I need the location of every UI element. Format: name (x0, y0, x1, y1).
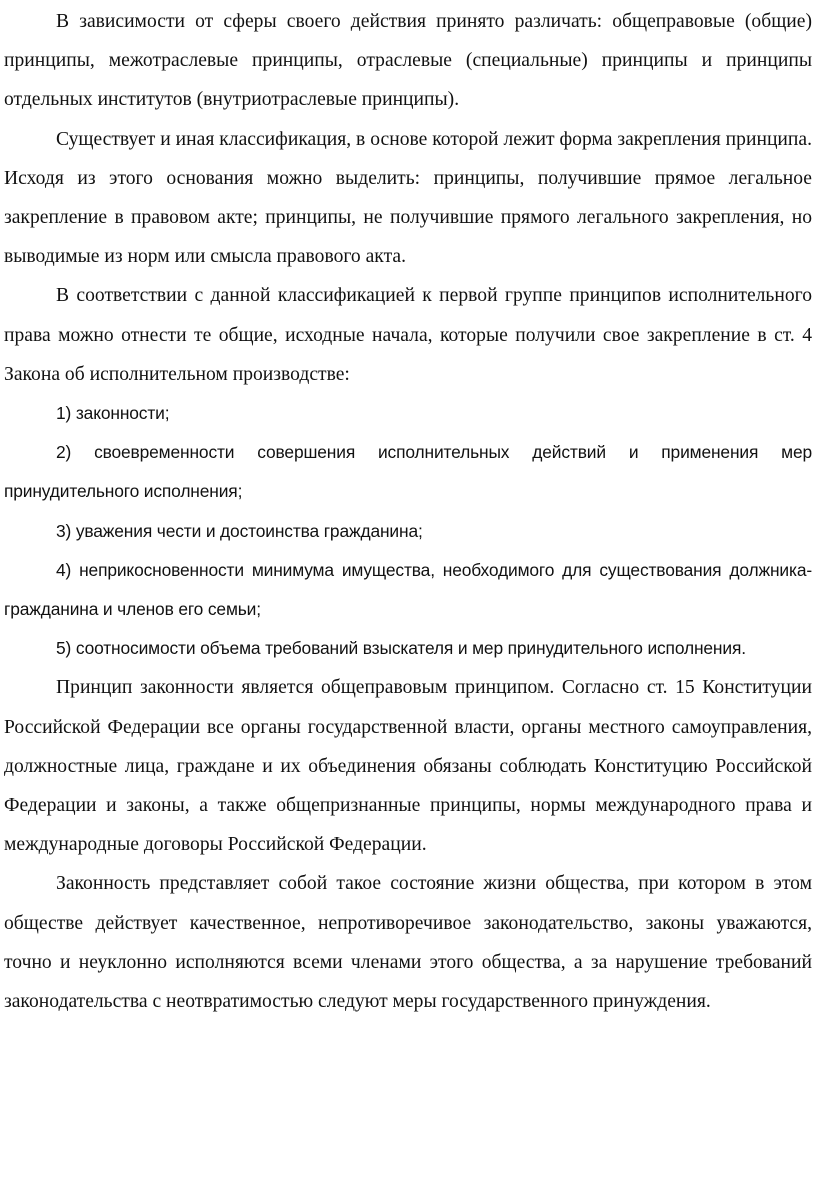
list-item-4: 4) неприкосновенности минимума имущества, необходимого для существования должника-гражданина и членов его семьи; (4, 559, 812, 620)
list-item-3: 3) уважения чести и достоинства гражданина; (56, 520, 423, 541)
list-item-5: 5) соотносимости объема требований взыскателя и мер принудительного исполнения. (56, 638, 746, 659)
paragraph-classification-by-form: Существует и иная классификация, в основе которой лежит форма закрепления принципа. Исходя из этого основания можно выделить: принципы, получившие прямое легальное закрепление в правовом акте; принципы, не получившие прямого легального закрепления, но выводимые из норм или смысла правового акта. (4, 128, 812, 268)
list-item-2: 2) своевременности совершения исполнительных действий и применения мер принудительного исполнения; (4, 442, 812, 502)
paragraph-legality-definition: Законность представляет собой такое состояние жизни общества, при котором в этом обществе действует качественное, непротиворечивое законодательство, законы уважаются, точно и неуклонно исполняются всеми членами этого общества, а за нарушение требований законодательства с неотвратимостью следуют меры государственного принуждения. (4, 873, 812, 1013)
paragraph-first-group: В соответствии с данной классификацией к первой группе принципов исполнительного права можно отнести те общие, исходные начала, которые получили свое закрепление в ст. 4 Закона об исполнительном производстве: (4, 285, 812, 385)
paragraph-classification-by-scope: В зависимости от сферы своего действия принято различать: общеправовые (общие) принципы, межотраслевые принципы, отраслевые (специальные) принципы и принципы отдельных институтов (внутриотраслевые принципы). (4, 11, 812, 111)
list-item-1: 1) законности; (56, 403, 170, 424)
paragraph-legality-principle: Принцип законности является общеправовым принципом. Согласно ст. 15 Конституции Российской Федерации все органы государственной власти, органы местного самоуправления, должностные лица, граждане и их объединения обязаны соблюдать Конституцию Российской Федерации и законы, а также общепризнанные принципы, нормы международного права и международные договоры Российской Федерации. (4, 677, 812, 856)
